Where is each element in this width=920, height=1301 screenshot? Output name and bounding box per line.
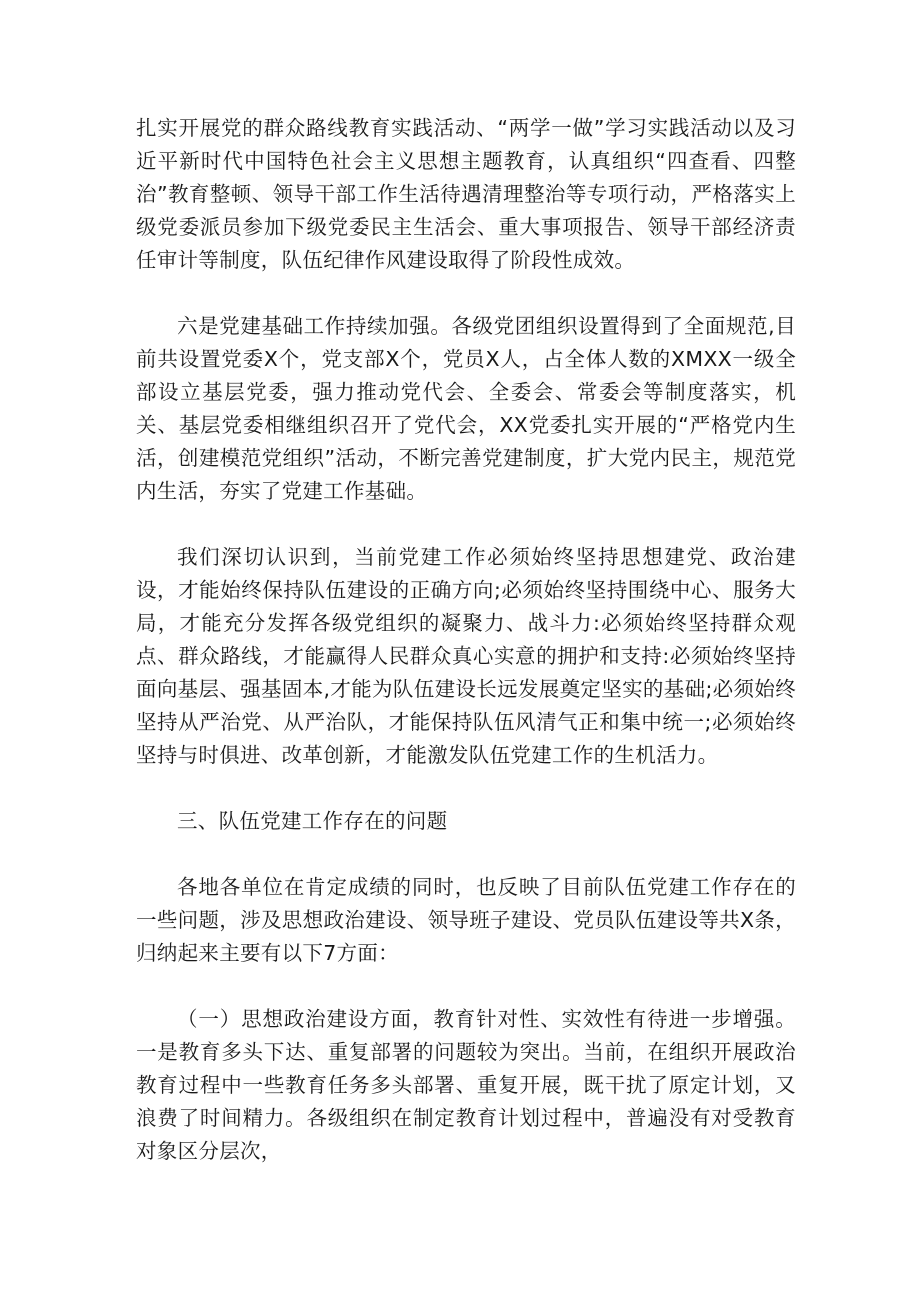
section-heading: 三、队伍党建工作存在的问题 [177,809,448,833]
paragraph-3: 我们深切认识到，当前党建工作必须始终坚持思想建党、政治建设，才能始终保持队伍建设的正确方向;必须始终坚持围绕中心、服务大局，才能充分发挥各级党组织的凝聚力、战斗力:必须始终坚持群众观点、群众路线，才能赢得人民群众真心实意的拥护和支持:必须始终坚持面向基层、强基固本,才能为队伍建设长远发展奠定坚实的基础;必须始终坚持从严治党、从严治队，才能保持队伍风清气正和集中统一;必须始终坚持与时俱进、改革创新，才能激发队伍党建工作的生机活力。 [136,545,796,767]
paragraph-gap [136,772,796,805]
paragraph-1: 扎实开展党的群众路线教育实践活动、“两学一做”学习实践活动以及习近平新时代中国特色社会主义思想主题教育，认真组织“四查看、四整治”教育整顿、领导干部工作生活待遇清理整治等专项行动，严格落实上级党委派员参加下级党委民主生活会、重大事项报告、领导干部经济责任审计等制度，队伍纪律作风建设取得了阶段性成效。 [136,116,796,272]
paragraph-4: 各地各单位在肯定成绩的同时，也反映了目前队伍党建工作存在的一些问题，涉及思想政治建设、领导班子建设、党员队伍建设等共X条，归纳起来主要有以下7方面： [136,875,796,965]
document-page [136,112,796,1168]
paragraph-gap [136,277,796,310]
paragraph-gap [136,970,796,1003]
paragraph-2: 六是党建基础工作持续加强。各级党团组织设置得到了全面规范,目前共设置党委X个，党支部X个，党员X人，占全体人数的XMXX一级全部设立基层党委，强力推动党代会、全委会、常委会等制度落实，机关、基层党委相继组织召开了党代会，XX党委扎实开展的“严格党内生活，创建模范党组织”活动，不断完善党建制度，扩大党内民主，规范党内生活，夯实了党建工作基础。 [136,314,796,503]
paragraph-5: （一）思想政治建设方面，教育针对性、实效性有待进一步增强。一是教育多头下达、重复部署的问题较为突出。当前，在组织开展政治教育过程中一些教育任务多头部署、重复开展，既干扰了原定计划，又浪费了时间精力。各级组织在制定教育计划过程中，普遍没有对受教育对象区分层次， [136,1007,796,1163]
paragraph-gap [136,838,796,871]
paragraph-gap [136,508,796,541]
